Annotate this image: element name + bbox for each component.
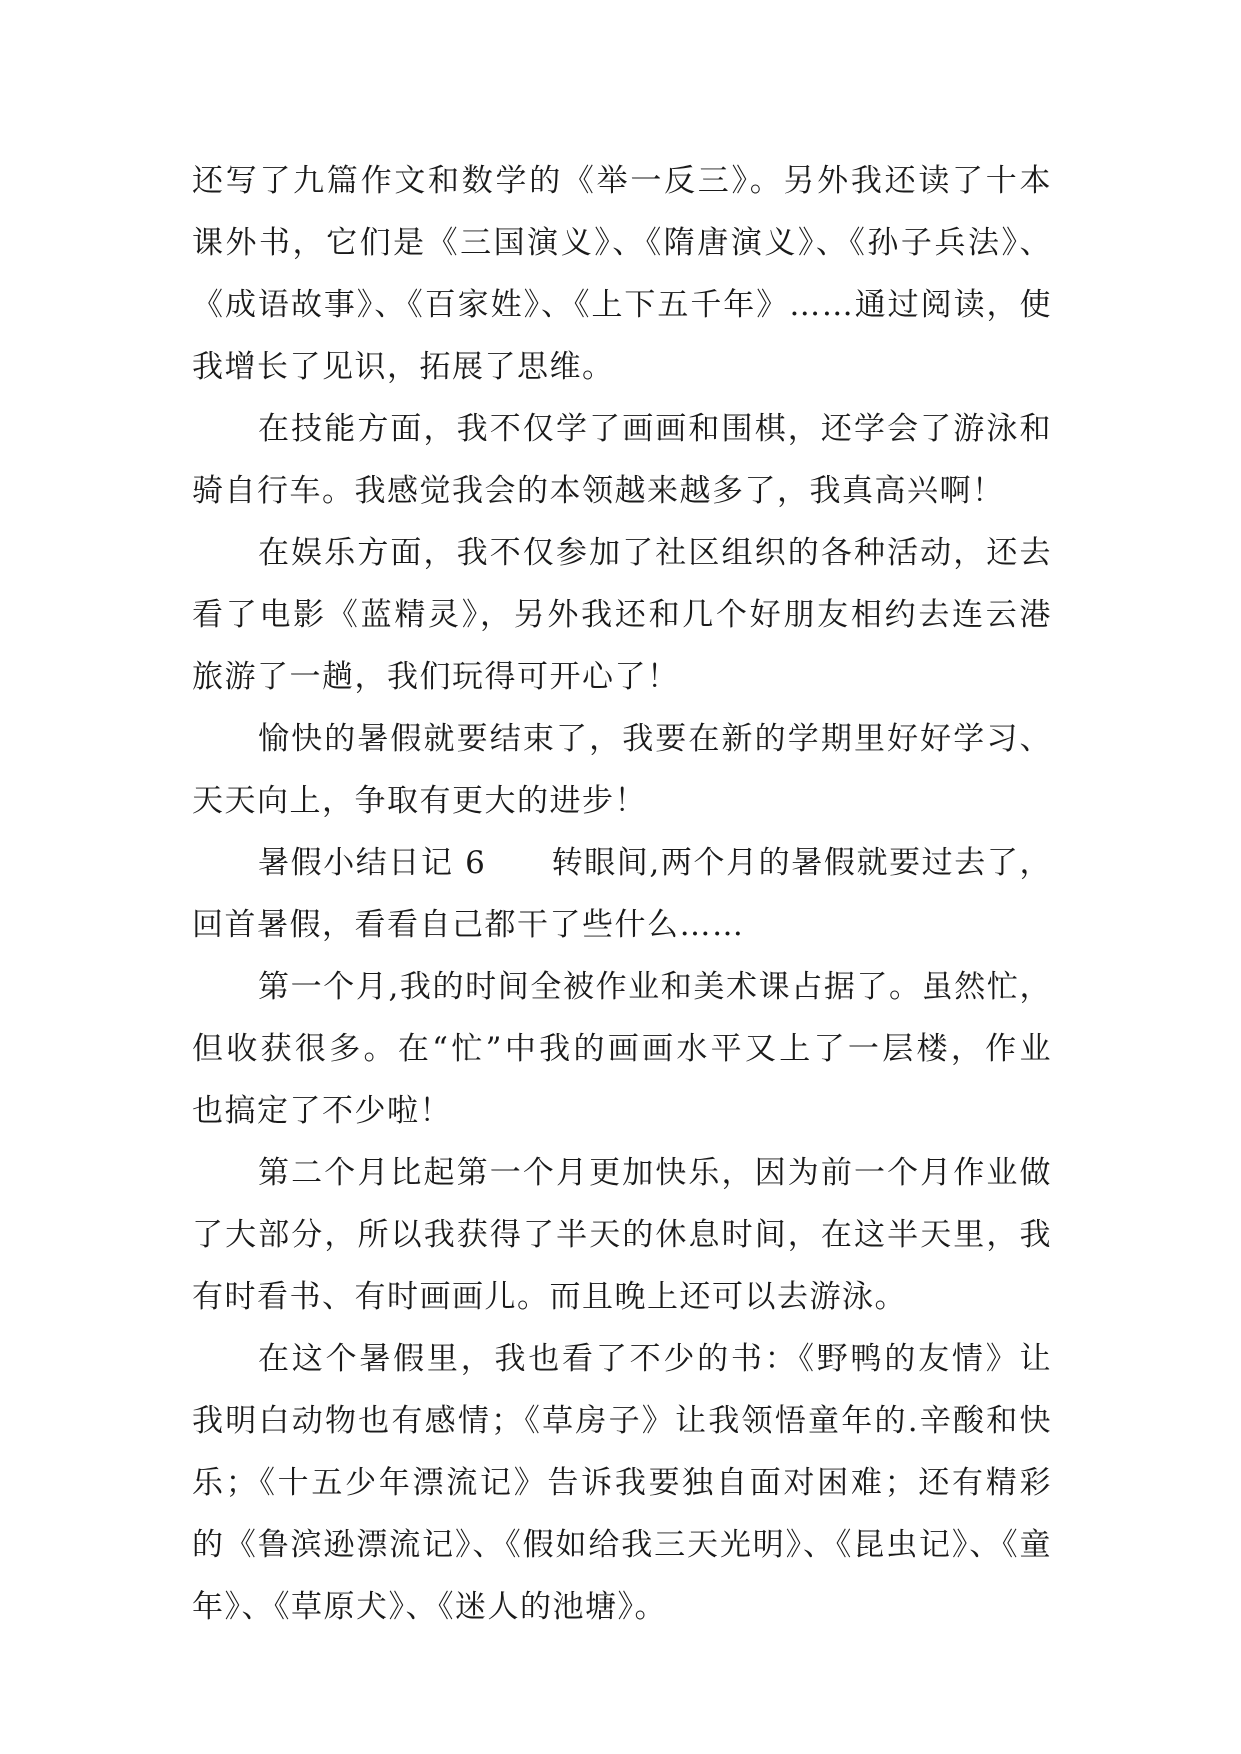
text-line: 还写了九篇作文和数学的《举一反三》。另外我还读了十本 (192, 163, 1052, 199)
text-line: 但收获很多。在“忙”中我的画画水平又上了一层楼，作业 (192, 1031, 1052, 1067)
text-line: 骑自行车。我感觉我会的本领越来越多了，我真高兴啊！ (192, 473, 1005, 509)
text-line: 第二个月比起第一个月更加快乐，因为前一个月作业做 (258, 1155, 1052, 1191)
text-line: 看了电影《蓝精灵》，另外我还和几个好朋友相约去连云港 (192, 597, 1052, 633)
text-line: 愉快的暑假就要结束了，我要在新的学期里好好学习、 (258, 721, 1052, 757)
text-line: 在这个暑假里，我也看了不少的书：《野鸭的友情》让 (258, 1341, 1052, 1377)
text-line: 天天向上，争取有更大的进步！ (192, 783, 647, 819)
text-line: 暑假小结日记 6 转眼间,两个月的暑假就要过去了， (258, 845, 1052, 881)
text-line: 了大部分，所以我获得了半天的休息时间，在这半天里，我 (192, 1217, 1052, 1253)
text-line: 在娱乐方面，我不仅参加了社区组织的各种活动，还去 (258, 535, 1052, 571)
text-line: 《成语故事》、《百家姓》、《上下五千年》……通过阅读，使 (192, 287, 1052, 323)
text-line: 我明白动物也有感情；《草房子》让我领悟童年的.辛酸和快 (192, 1403, 1052, 1439)
text-line: 有时看书、有时画画儿。而且晚上还可以去游泳。 (192, 1279, 907, 1315)
text-line: 的《鲁滨逊漂流记》、《假如给我三天光明》、《昆虫记》、《童 (192, 1527, 1052, 1563)
text-line: 回首暑假，看看自己都干了些什么…… (192, 907, 745, 943)
text-line: 在技能方面，我不仅学了画画和围棋，还学会了游泳和 (258, 411, 1052, 447)
body-text (192, 150, 1052, 1638)
text-line: 乐；《十五少年漂流记》告诉我要独自面对困难；还有精彩 (192, 1465, 1052, 1501)
text-line: 也搞定了不少啦！ (192, 1093, 452, 1129)
text-line: 年》、《草原犬》、《迷人的池塘》。 (192, 1589, 667, 1625)
text-line: 第一个月,我的时间全被作业和美术课占据了。虽然忙， (258, 969, 1052, 1005)
text-line: 课外书，它们是《三国演义》、《隋唐演义》、《孙子兵法》、 (192, 225, 1052, 261)
text-line: 旅游了一趟，我们玩得可开心了！ (192, 659, 680, 695)
text-line: 我增长了见识，拓展了思维。 (192, 349, 615, 385)
